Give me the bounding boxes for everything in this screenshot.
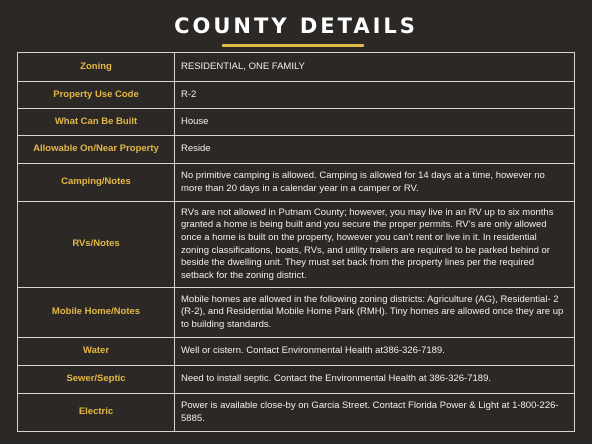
row-value-water: Well or cistern. Contact Environmental Health at386-326-7189. (175, 338, 575, 366)
row-label-property-use-code: Property Use Code (18, 82, 175, 109)
row-label-sewer-septic: Sewer/Septic (18, 366, 175, 394)
row-value-zoning: RESIDENTIAL, ONE FAMILY (175, 53, 575, 82)
row-value-mobile-home-notes: Mobile homes are allowed in the following zoning districts: Agriculture (AG), Residential- 2 (R-2), and Residential Mobile Home Park (RMH). Tiny homes are allowed once they are up to building standards. (175, 288, 575, 338)
table-row (18, 338, 575, 366)
row-label-water: Water (18, 338, 175, 366)
row-label-what-can-be-built: What Can Be Built (18, 109, 175, 136)
table-row (18, 202, 575, 288)
row-label-allowable-on-near-property: Allowable On/Near Property (18, 136, 175, 164)
row-value-sewer-septic: Need to install septic. Contact the Environmental Health at 386-326-7189. (175, 366, 575, 394)
table-row (18, 288, 575, 338)
row-label-camping-notes: Camping/Notes (18, 164, 175, 202)
table-row (18, 82, 575, 109)
table-row (18, 136, 575, 164)
title-underline (222, 44, 364, 47)
row-label-electric: Electric (18, 394, 175, 432)
page-title: COUNTY DETAILS (174, 14, 418, 38)
row-value-electric: Power is available close-by on Garcia Street. Contact Florida Power & Light at 1-800-226-5885. (175, 394, 575, 432)
table-row (18, 53, 575, 82)
row-value-allowable-on-near-property: Reside (175, 136, 575, 164)
row-value-rvs-notes: RVs are not allowed in Putnam County; however, you may live in an RV up to six months granted a home is being built and you secure the proper permits. RV’s are only allowed once a home is built on the property, however you can’t rent or live in it. In residential zoning classifications, boats, RVs, and utility trailers are required to be parked behind or beside the dwelling unit. They must set back from the property lines per the required setback for the zoning district. (175, 202, 575, 288)
table-row (18, 394, 575, 432)
table-row (18, 164, 575, 202)
row-label-mobile-home-notes: Mobile Home/Notes (18, 288, 175, 338)
row-value-what-can-be-built: House (175, 109, 575, 136)
county-details-table (17, 52, 575, 432)
row-label-zoning: Zoning (18, 53, 175, 82)
row-value-property-use-code: R-2 (175, 82, 575, 109)
table-row (18, 366, 575, 394)
row-label-rvs-notes: RVs/Notes (18, 202, 175, 288)
table-row (18, 109, 575, 136)
row-value-camping-notes: No primitive camping is allowed. Camping is allowed for 14 days at a time, however no more than 20 days in a calendar year in a camper or RV. (175, 164, 575, 202)
